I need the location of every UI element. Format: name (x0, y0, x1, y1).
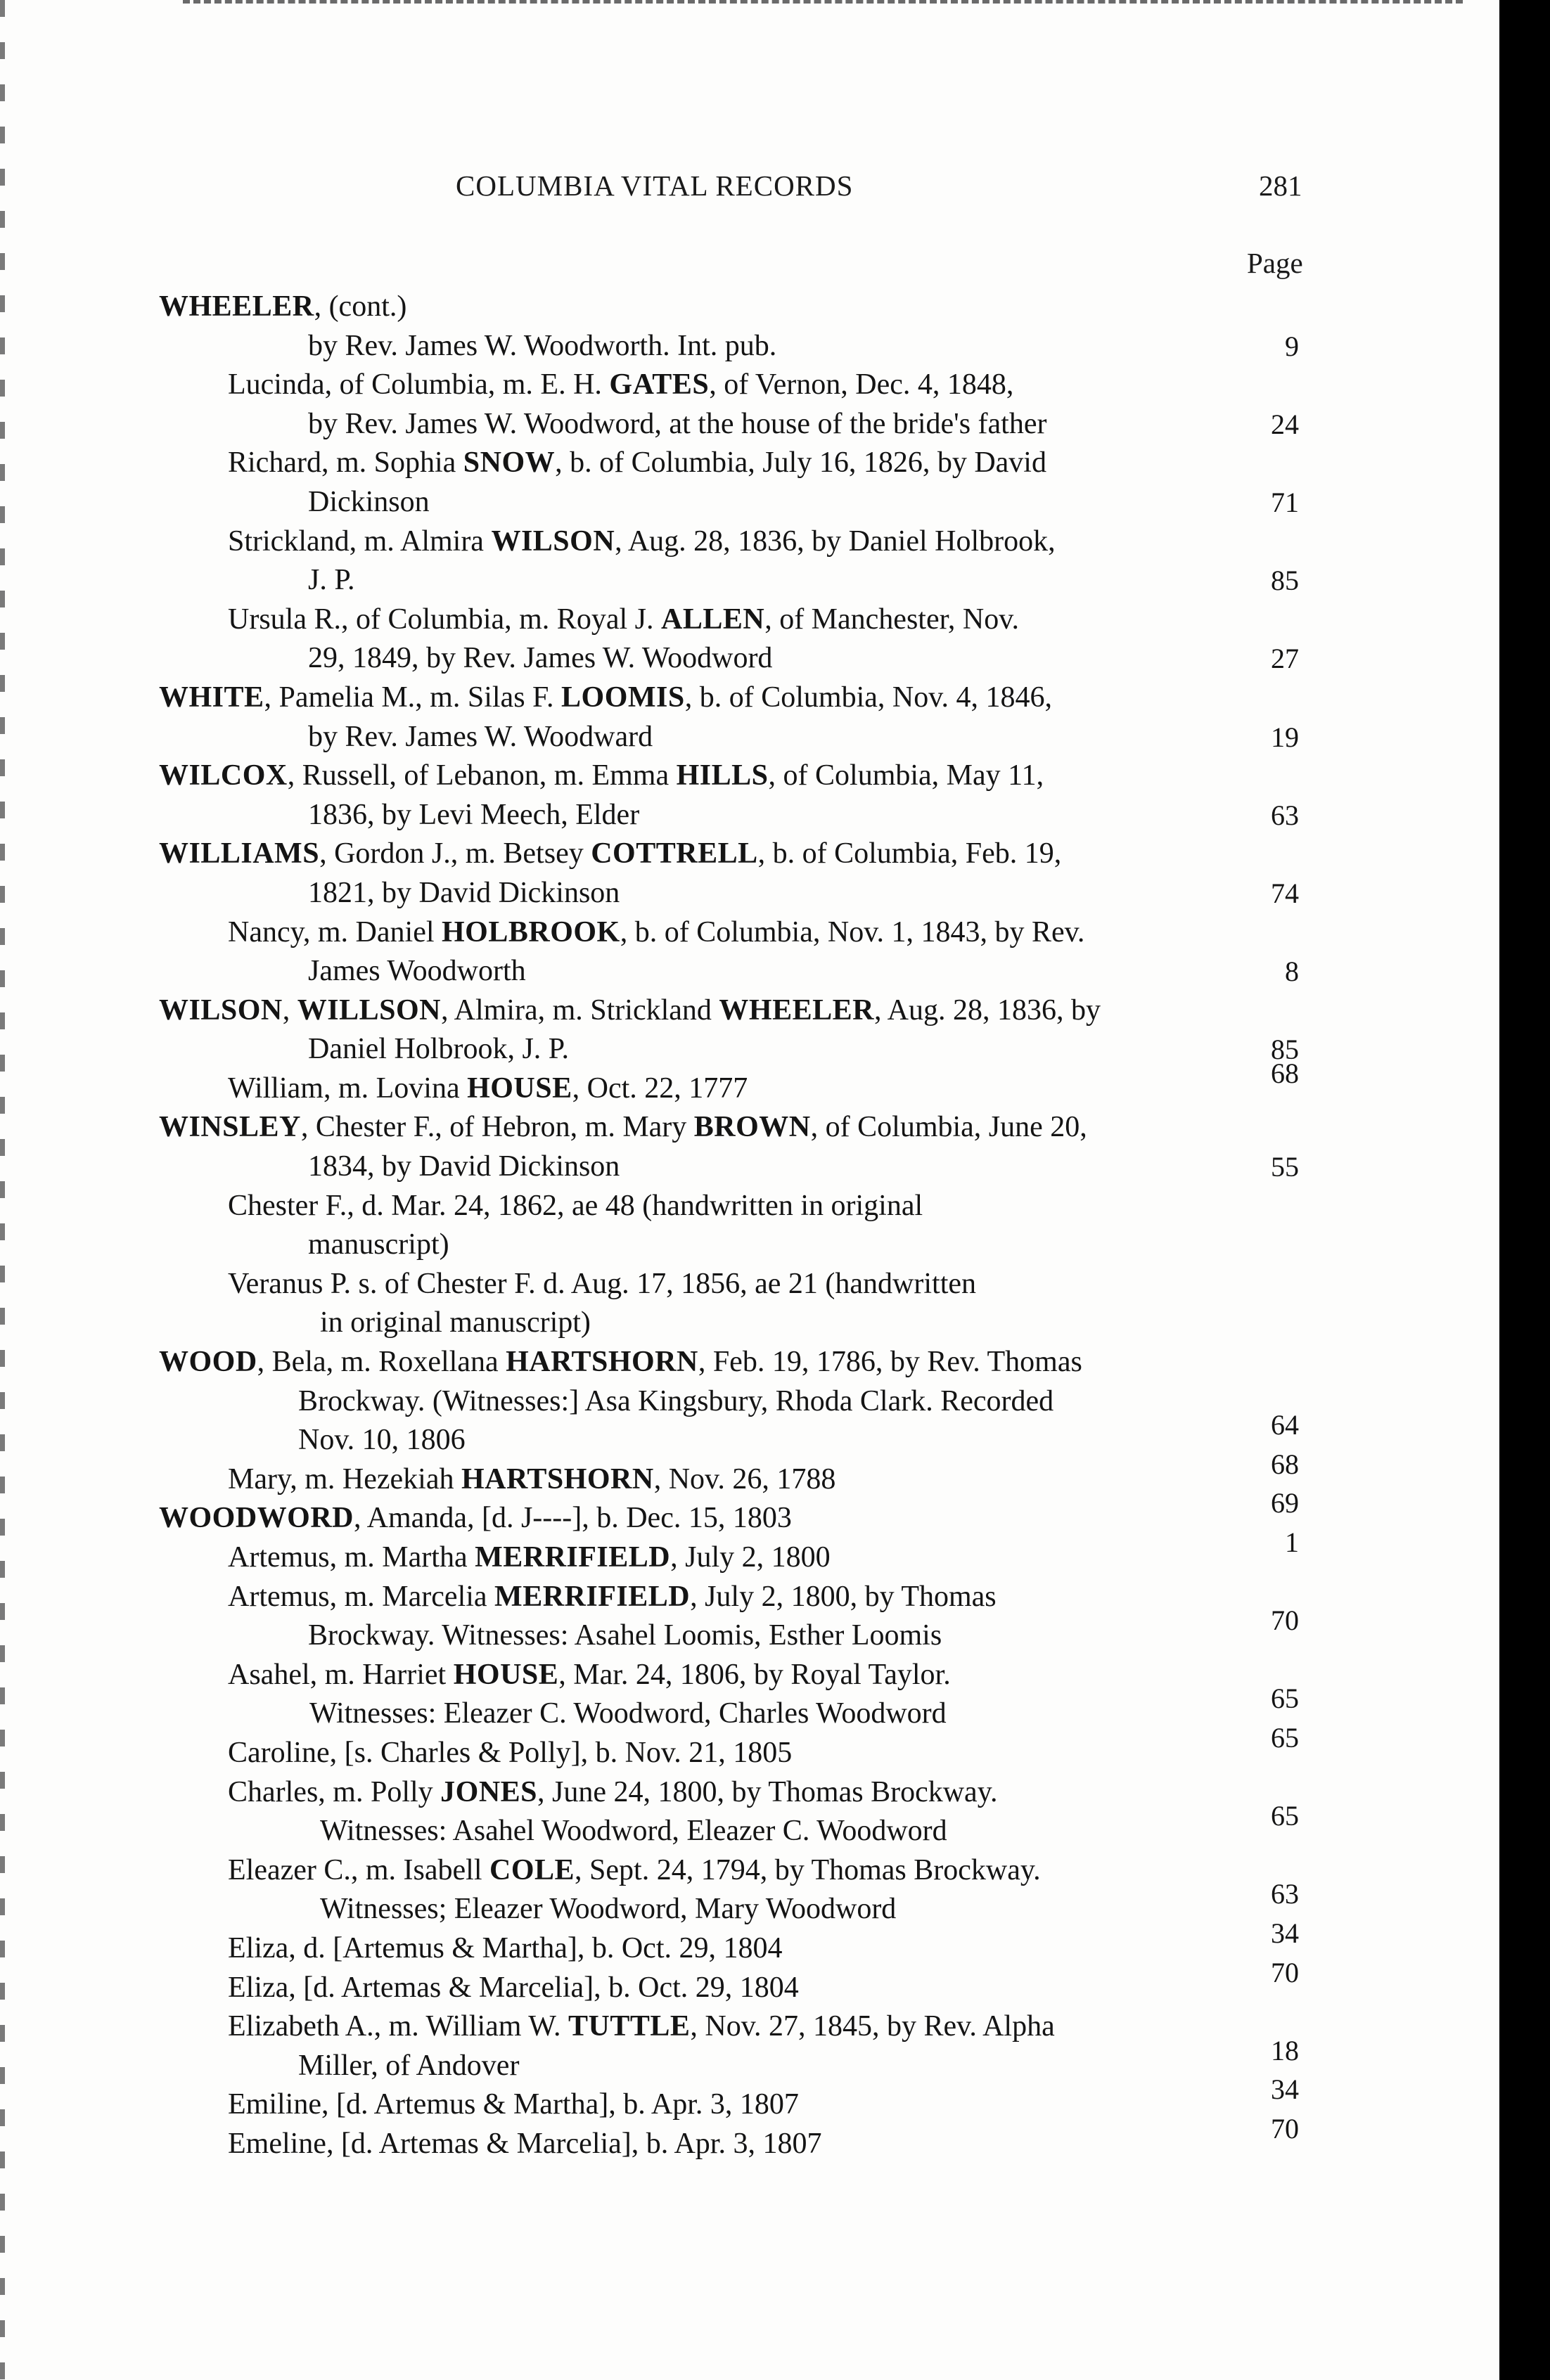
page-ref: 18 (1271, 2034, 1299, 2066)
entry-text: William, m. Lovina HOUSE, Oct. 22, 1777 (228, 1072, 748, 1105)
entries-list (0, 288, 1499, 2164)
entry-line (0, 1721, 1499, 1773)
page-ref: 34 (1271, 1917, 1299, 1949)
entry-text: Lucinda, of Columbia, m. E. H. GATES, of Vernon, Dec. 4, 1848, (228, 368, 1014, 401)
entry-text: Artemus, m. Marcelia MERRIFIELD, July 2, 1800, by Thomas (228, 1580, 997, 1613)
entry-line (0, 718, 1499, 757)
entry-text: Witnesses; Eleazer Woodword, Mary Woodword (320, 1893, 897, 1926)
entry-text: Eliza, d. [Artemus & Martha], b. Oct. 29, 1804 (228, 1931, 783, 1964)
page-ref: 68 (1271, 1448, 1299, 1480)
scan-top-edge (183, 0, 1463, 8)
entry-text: WHEELER, (cont.) (159, 290, 407, 323)
page-ref: 24 (1271, 408, 1299, 440)
running-title: COLUMBIA VITAL RECORDS (456, 169, 854, 202)
entry-text: James Woodworth (308, 955, 526, 988)
entry-text: Ursula R., of Columbia, m. Royal J. ALLEN, of Manchester, Nov. (228, 603, 1020, 636)
page-column-label: Page (1247, 247, 1303, 279)
entry-text: Richard, m. Sophia SNOW, b. of Columbia, July 16, 1826, by David (228, 446, 1046, 480)
page-ref: 55 (1271, 1151, 1299, 1183)
entry-text: Miller, of Andover (298, 2049, 520, 2082)
entry-text: Daniel Holbrook, J. P. (308, 1033, 569, 1066)
entry-text: WILSON, WILLSON, Almira, m. Strickland WHEELER, Aug. 28, 1836, by (159, 993, 1101, 1027)
entry-line (0, 835, 1499, 874)
entry-text: 1836, by Levi Meech, Elder (308, 798, 640, 831)
entry-text: Nov. 10, 1806 (298, 1424, 466, 1457)
entry-line (0, 1226, 1499, 1265)
page-ref: 64 (1271, 1409, 1299, 1441)
entry-text: 1834, by David Dickinson (308, 1150, 620, 1183)
page-ref: 85 (1271, 565, 1299, 597)
entry-line (0, 1147, 1499, 1187)
entry-text: Veranus P. s. of Chester F. d. Aug. 17, 1856, ae 21 (handwritten (228, 1267, 977, 1300)
entry-line (0, 561, 1499, 600)
page-ref: 65 (1271, 1800, 1299, 1832)
entry-line (0, 757, 1499, 796)
entry-text: WOOD, Bela, m. Roxellana HARTSHORN, Feb. 19, 1786, by Rev. Thomas (159, 1346, 1082, 1379)
entry-line (0, 796, 1499, 835)
entry-line (0, 1343, 1499, 1382)
entry-text: by Rev. James W. Woodword, at the house of the bride's father (308, 407, 1047, 440)
page-ref: 63 (1271, 799, 1299, 831)
entry-line (0, 678, 1499, 718)
entry-text: Eleazer C., m. Isabell COLE, Sept. 24, 1794, by Thomas Brockway. (228, 1853, 1041, 1886)
page-ref: 63 (1271, 1878, 1299, 1910)
entry-text: Strickland, m. Almira WILSON, Aug. 28, 1836, by Daniel Holbrook, (228, 525, 1056, 558)
page-ref: 65 (1271, 1721, 1299, 1754)
entry-text: Brockway. Witnesses: Asahel Loomis, Esther Loomis (308, 1619, 942, 1652)
page-ref: 70 (1271, 2112, 1299, 2144)
entry-text: Chester F., d. Mar. 24, 1862, ae 48 (handwritten in original (228, 1189, 923, 1222)
entry-line (0, 1526, 1499, 1578)
page-ref: 70 (1271, 1604, 1299, 1637)
page-ref: 1 (1285, 1526, 1299, 1558)
page-ref: 9 (1285, 330, 1299, 362)
entry-text: Elizabeth A., m. William W. TUTTLE, Nov. 27, 1845, by Rev. Alpha (228, 2010, 1055, 2043)
entry-text: Brockway. (Witnesses:] Asa Kingsbury, Rhoda Clark. Recorded (298, 1384, 1054, 1417)
entry-text: Emeline, [d. Artemas & Marcelia], b. Apr. 3, 1807 (228, 2127, 822, 2160)
entry-text: Charles, m. Polly JONES, June 24, 1800, by Thomas Brockway. (228, 1775, 998, 1808)
entry-line (0, 913, 1499, 953)
entry-text: WHITE, Pamelia M., m. Silas F. LOOMIS, b. of Columbia, Nov. 4, 1846, (159, 681, 1052, 714)
page-ref: 19 (1271, 721, 1299, 753)
entry-line (0, 366, 1499, 405)
entry-line (0, 405, 1499, 444)
page-ref: 74 (1271, 877, 1299, 909)
entry-text: WILLIAMS, Gordon J., m. Betsey COTTRELL, b. of Columbia, Feb. 19, (159, 837, 1062, 870)
page-ref: 85 (1271, 1034, 1299, 1066)
page-ref: 70 (1271, 1956, 1299, 1988)
entry-line (0, 1108, 1499, 1147)
entry-text: Witnesses: Eleazer C. Woodword, Charles Woodword (309, 1697, 947, 1730)
entry-line (0, 952, 1499, 991)
page-number: 281 (1259, 169, 1302, 202)
entry-line (0, 1057, 1499, 1109)
entry-text: Dickinson (308, 485, 430, 518)
entry-line (0, 639, 1499, 678)
entry-text: Asahel, m. Harriet HOUSE, Mar. 24, 1806, by Royal Taylor. (228, 1658, 951, 1691)
entry-line (0, 327, 1499, 366)
entry-text: WILCOX, Russell, of Lebanon, m. Emma HILLS, of Columbia, May 11, (159, 759, 1044, 792)
page-ref: 69 (1271, 1487, 1299, 1519)
entry-text: Mary, m. Hezekiah HARTSHORN, Nov. 26, 1788 (228, 1462, 836, 1495)
entry-text: WINSLEY, Chester F., of Hebron, m. Mary BROWN, of Columbia, June 20, (159, 1111, 1087, 1144)
entry-text: Eliza, [d. Artemas & Marcelia], b. Oct. 29, 1804 (228, 1971, 799, 2004)
entry-line (0, 288, 1499, 327)
entry-line (0, 1956, 1499, 2008)
entry-line (0, 1604, 1499, 1656)
page-ref: 71 (1271, 486, 1299, 518)
page-ref: 68 (1271, 1057, 1299, 1089)
entry-line (0, 874, 1499, 913)
entry-text: 29, 1849, by Rev. James W. Woodword (308, 642, 773, 675)
page-ref: 34 (1271, 2073, 1299, 2106)
entry-text: in original manuscript) (320, 1306, 591, 1339)
entry-text: Witnesses: Asahel Woodword, Eleazer C. Woodword (320, 1815, 947, 1848)
entry-line (0, 444, 1499, 483)
entry-text: J. P. (308, 564, 355, 597)
entry-line (0, 600, 1499, 640)
entry-text: by Rev. James W. Woodworth. Int. pub. (308, 329, 777, 362)
entry-line (0, 483, 1499, 522)
entry-text: Caroline, [s. Charles & Polly], b. Nov. 21, 1805 (228, 1736, 793, 1769)
page-ref: 27 (1271, 643, 1299, 675)
entry-text: Artemus, m. Martha MERRIFIELD, July 2, 1800 (228, 1541, 831, 1574)
entry-text: manuscript) (308, 1228, 449, 1261)
entry-text: Emiline, [d. Artemus & Martha], b. Apr. 3, 1807 (228, 2088, 799, 2121)
entry-line (0, 2112, 1499, 2164)
entry-text: Nancy, m. Daniel HOLBROOK, b. of Columbia, Nov. 1, 1843, by Rev. (228, 915, 1085, 948)
entry-line (0, 522, 1499, 562)
page-ref: 65 (1271, 1683, 1299, 1715)
entry-line (0, 1265, 1499, 1304)
entry-text: by Rev. James W. Woodward (308, 720, 653, 753)
entry-line (0, 991, 1499, 1031)
entry-line (0, 1800, 1499, 1851)
entry-line (0, 1187, 1499, 1226)
entry-line (0, 1304, 1499, 1343)
entry-text: 1821, by David Dickinson (308, 876, 620, 909)
entry-text: WOODWORD, Amanda, [d. J----], b. Dec. 15, 1803 (159, 1502, 792, 1535)
page-ref: 8 (1285, 956, 1299, 988)
